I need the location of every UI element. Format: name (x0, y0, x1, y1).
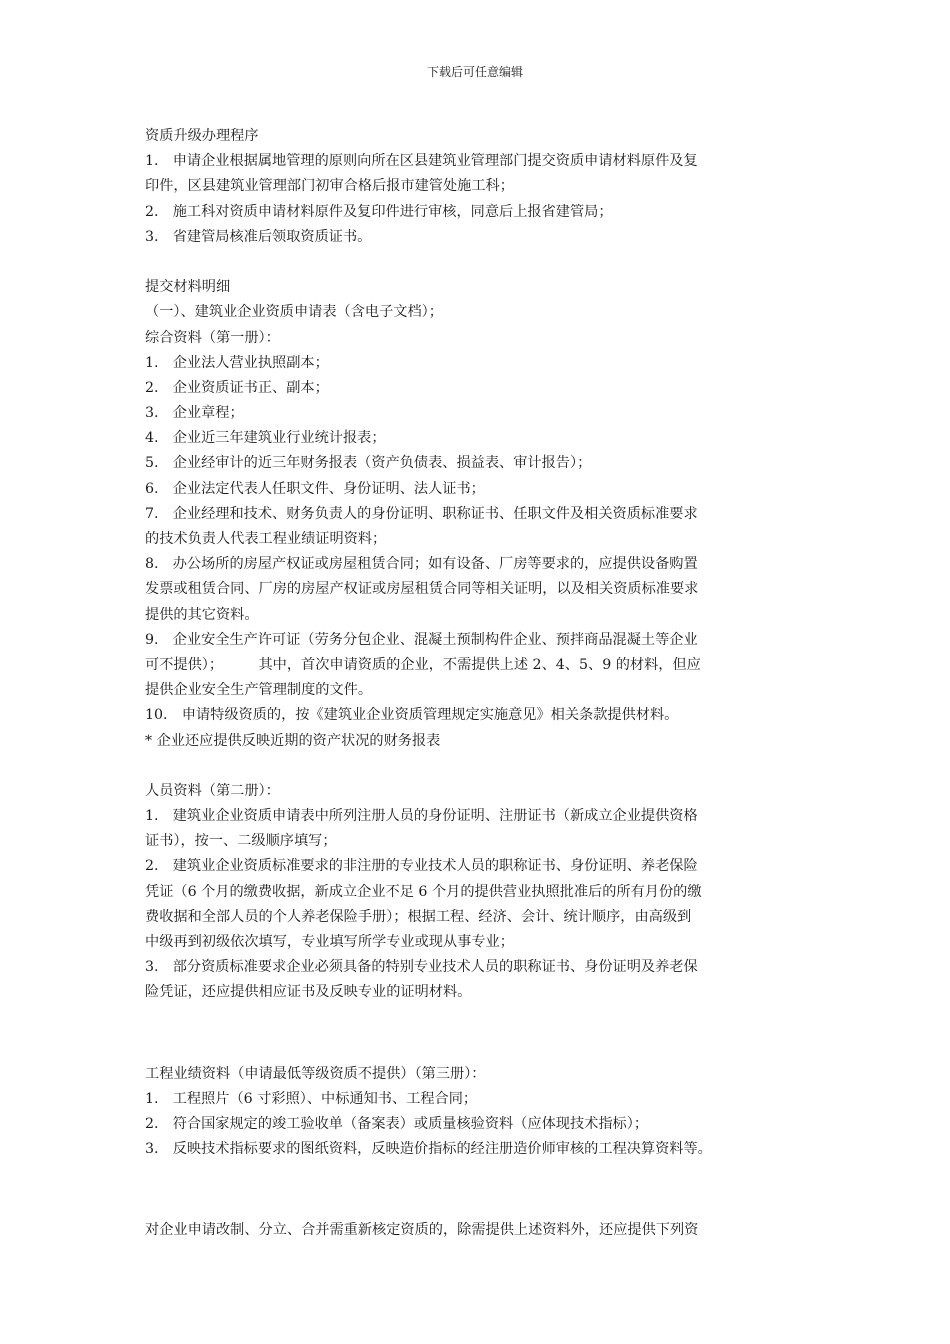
spacer (145, 1006, 810, 1062)
paragraph-line: 提供的其它资料。 (145, 606, 259, 623)
paragraph-line: 1. 建筑业企业资质申请表中所列注册人员的身份证明、注册证书（新成立企业提供资格 (145, 808, 698, 825)
paragraph-line: （一）、建筑业企业资质申请表（含电子文档）； (145, 304, 443, 321)
paragraph-line: 3. 部分资质标准要求企业必须具备的特别专业技术人员的职称证书、身份证明及养老保 (145, 959, 698, 976)
paragraph-line: 提供企业安全生产管理制度的文件。 (145, 682, 373, 699)
paragraph-line: 2. 符合国家规定的竣工验收单（备案表）或质量核验资料（应体现技术指标）； (145, 1115, 649, 1132)
section-title-process: 资质升级办理程序 (145, 128, 259, 144)
paragraph-line: 1. 企业法人营业执照副本； (145, 354, 329, 371)
paragraph-line: 2. 施工科对资质申请材料原件及复印件进行审核，同意后上报省建管局； (145, 203, 613, 220)
paragraph-line: 1. 工程照片（6 寸彩照）、中标通知书、工程合同； (145, 1090, 478, 1107)
paragraph-line: 险凭证，还应提供相应证书及反映专业的证明材料。 (145, 984, 472, 1001)
paragraph-line: 2. 建筑业企业资质标准要求的非注册的专业技术人员的职称证书、身份证明、养老保险 (145, 858, 698, 875)
paragraph-line: 6. 企业法定代表人任职文件、身份证明、法人证书； (145, 480, 485, 497)
paragraph-line: 印件，区县建筑业管理部门初审合格后报市建管处施工科； (145, 178, 514, 195)
paragraph-line: 发票或租赁合同、厂房的房屋产权证或房屋租赁合同等相关证明，以及相关资质标准要求 (145, 581, 699, 598)
section-title-personnel: 人员资料（第二册）： (145, 782, 280, 799)
paragraph-line: 中级再到初级依次填写，专业填写所学专业或现从事专业； (145, 934, 514, 950)
paragraph-line: 3. 省建管局核准后领取资质证书。 (145, 228, 372, 245)
paragraph-line: 可不提供）； 其中，首次申请资质的企业，不需提供上述 2、4、5、9 的材料，但应 (145, 656, 701, 673)
paragraph-line: 综合资料（第一册）： (145, 329, 280, 346)
spacer (145, 250, 810, 275)
section-title-materials: 提交材料明细 (145, 279, 231, 296)
paragraph-line: * 企业还应提供反映近期的资产状况的财务报表 (145, 732, 441, 749)
paragraph-line: 2. 企业资质证书正、副本； (145, 379, 329, 396)
paragraph-line: 8. 办公场所的房屋产权证或房屋租赁合同；如有设备、厂房等要求的，应提供设备购置 (145, 556, 698, 573)
document-body (145, 124, 810, 1244)
spacer (145, 754, 810, 779)
paragraph-line: 凭证（6 个月的缴费收据，新成立企业不足 6 个月的提供营业执照批准后的所有月份的缴 (145, 883, 702, 900)
paragraph-line: 费收据和全部人员的个人养老保险手册）；根据工程、经济、会计、统计顺序，由高级到 (145, 908, 692, 925)
paragraph-line: 证书），按一、二级顺序填写； (145, 833, 337, 850)
paragraph-line: 对企业申请改制、分立、合并需重新核定资质的，除需提供上述资料外，还应提供下列资 (145, 1222, 699, 1239)
paragraph-line: 1. 申请企业根据属地管理的原则向所在区县建筑业管理部门提交资质申请材料原件及复 (145, 153, 698, 170)
paragraph-line: 5. 企业经审计的近三年财务报表（资产负债表、损益表、审计报告）； (145, 455, 592, 472)
paragraph-line: 7. 企业经理和技术、财务负责人的身份证明、职称证书、任职文件及相关资质标准要求 (145, 505, 698, 522)
paragraph-line: 10. 申请特级资质的，按《建筑业企业资质管理规定实施意见》相关条款提供材料。 (145, 707, 679, 724)
paragraph-line: 4. 企业近三年建筑业行业统计报表； (145, 430, 386, 447)
paragraph-line: 9. 企业安全生产许可证（劳务分包企业、混凝土预制构件企业、预拌商品混凝土等企业 (145, 631, 698, 648)
spacer (145, 1162, 810, 1218)
paragraph-line: 3. 企业章程； (145, 405, 244, 422)
paragraph-line: 的技术负责人代表工程业绩证明资料； (145, 531, 387, 547)
paragraph-line: 3. 反映技术指标要求的图纸资料，反映造价指标的经注册造价师审核的工程决算资料等。 (145, 1141, 712, 1158)
page-header-note: 下载后可任意编辑 (426, 65, 523, 79)
section-title-projects: 工程业绩资料（申请最低等级资质不提供）（第三册）： (145, 1065, 486, 1082)
